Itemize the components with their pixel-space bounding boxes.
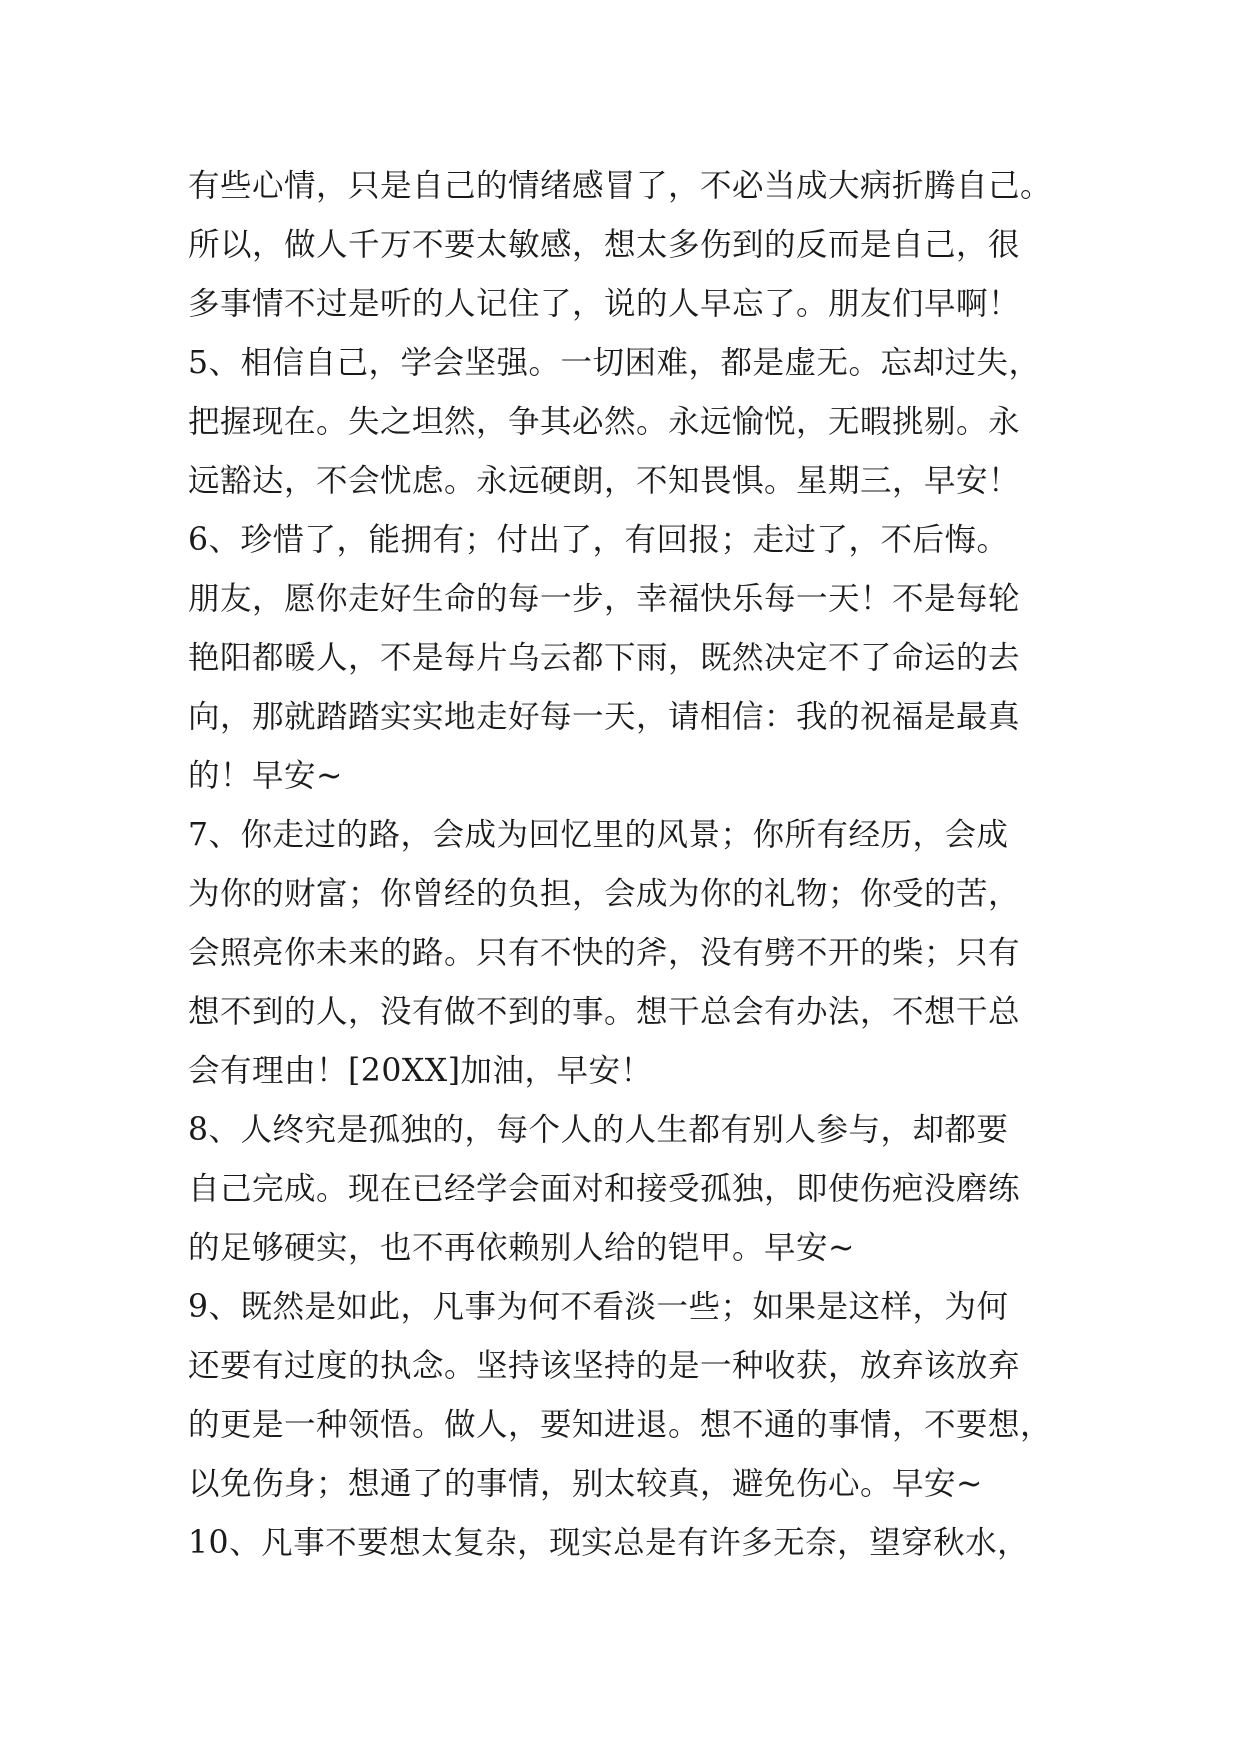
text-line: 8、人终究是孤独的，每个人的人生都有别人参与，却都要 [188, 1112, 1009, 1148]
text-line: 把握现在。失之坦然，争其必然。永远愉悦，无暇挑剔。永 [188, 404, 1021, 440]
text-line: 的！早安~ [188, 758, 343, 794]
text-line: 会照亮你未来的路。只有不快的斧，没有劈不开的柴；只有 [188, 935, 1021, 971]
text-line: 的更是一种领悟。做人，要知进退。想不通的事情，不要想， [188, 1407, 1053, 1443]
text-line: 的足够硬实，也不再依赖别人给的铠甲。早安~ [188, 1230, 855, 1266]
text-line: 所以，做人千万不要太敏感，想太多伤到的反而是自己，很 [188, 227, 1021, 263]
text-line: 为你的财富；你曾经的负担，会成为你的礼物；你受的苦， [188, 876, 1021, 912]
text-line: 想不到的人，没有做不到的事。想干总会有办法，不想干总 [188, 994, 1021, 1030]
text-line: 9、既然是如此，凡事为何不看淡一些；如果是这样，为何 [188, 1289, 1009, 1325]
text-line: 6、珍惜了，能拥有；付出了，有回报；走过了，不后悔。 [188, 522, 1009, 558]
text-line: 以免伤身；想通了的事情，别太较真，避免伤心。早安~ [188, 1466, 983, 1502]
text-line: 会有理由！[20XX]加油，早安！ [188, 1053, 653, 1089]
text-line: 5、相信自己，学会坚强。一切困难，都是虚无。忘却过失， [188, 345, 1041, 381]
text-line: 艳阳都暖人，不是每片乌云都下雨，既然决定不了命运的去 [188, 640, 1021, 676]
text-line: 向，那就踏踏实实地走好每一天，请相信：我的祝福是最真 [188, 699, 1021, 735]
text-line: 7、你走过的路，会成为回忆里的风景；你所有经历，会成 [188, 817, 1009, 853]
document-body [188, 157, 1068, 1573]
text-line: 10、凡事不要想太复杂，现实总是有许多无奈，望穿秋水， [188, 1525, 1030, 1561]
text-line: 有些心情，只是自己的情绪感冒了，不必当成大病折腾自己。 [188, 168, 1053, 204]
text-line: 还要有过度的执念。坚持该坚持的是一种收获，放弃该放弃 [188, 1348, 1021, 1384]
text-line: 多事情不过是听的人记住了，说的人早忘了。朋友们早啊！ [188, 286, 1021, 322]
text-line: 自己完成。现在已经学会面对和接受孤独，即使伤疤没磨练 [188, 1171, 1021, 1207]
text-line: 朋友，愿你走好生命的每一步，幸福快乐每一天！不是每轮 [188, 581, 1021, 617]
text-line: 远豁达，不会忧虑。永远硬朗，不知畏惧。星期三，早安！ [188, 463, 1021, 499]
